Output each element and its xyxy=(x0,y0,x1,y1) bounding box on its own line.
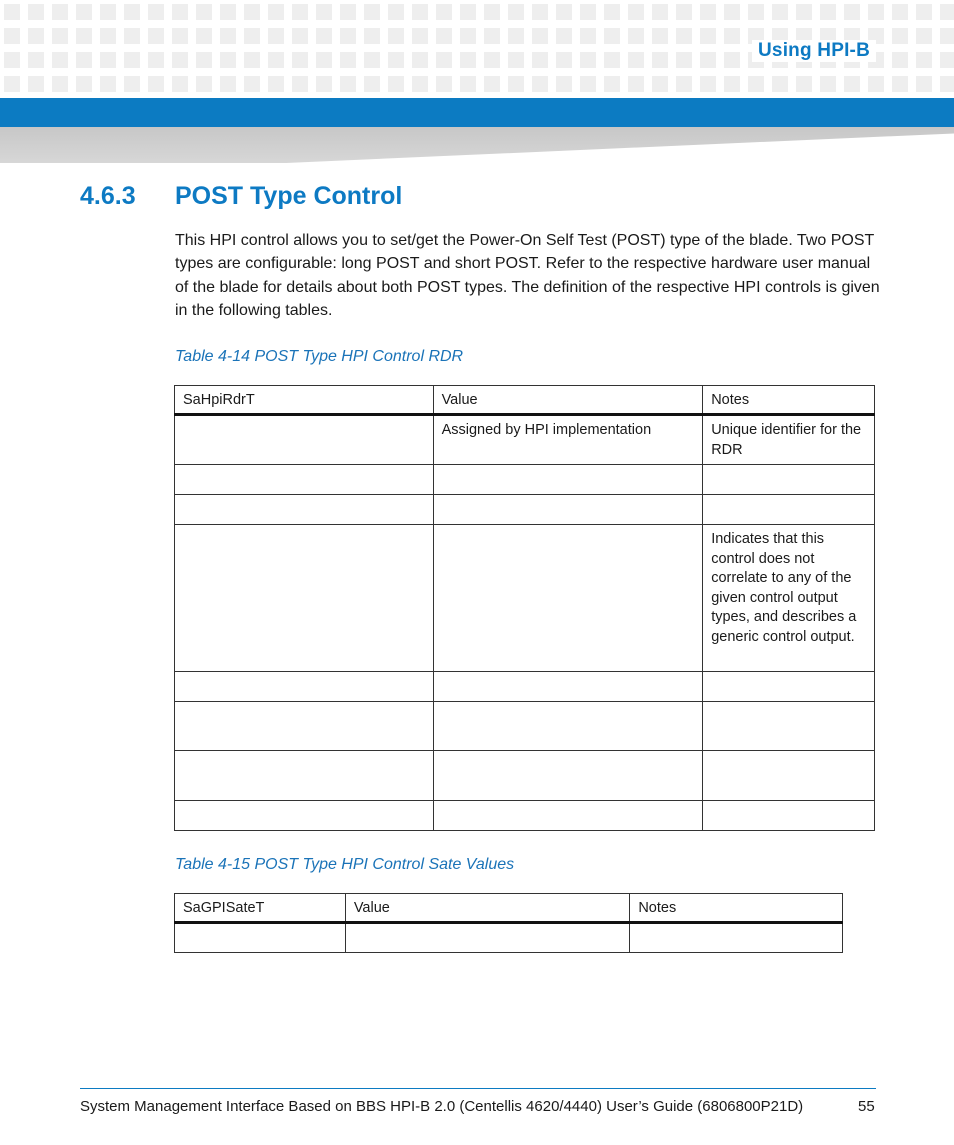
footer-text: System Management Interface Based on BBS HPI-B 2.0 (Centellis 4620/4440) User’s Guide (6806800P21D) xyxy=(80,1098,804,1115)
table-cell xyxy=(703,495,875,525)
table-cell xyxy=(175,923,346,953)
table-row xyxy=(175,702,875,751)
table-row xyxy=(175,751,875,801)
header-section-label: Using HPI-B xyxy=(758,40,870,61)
header-gray-wedge xyxy=(0,127,954,163)
column-header: SaHpiRdrT xyxy=(175,386,434,415)
table-cell xyxy=(433,465,703,495)
footer-rule xyxy=(80,1088,876,1089)
table2-caption: Table 4-15 POST Type HPI Control Sate Values xyxy=(175,856,515,873)
table-cell xyxy=(703,672,875,702)
table-cell xyxy=(433,672,703,702)
header-blue-band xyxy=(0,98,954,127)
table-cell: Indicates that this control does not correlate to any of the given control output types, and describes a generic control output. xyxy=(703,525,875,672)
table-row xyxy=(175,801,875,831)
table-cell xyxy=(703,465,875,495)
table-cell xyxy=(433,751,703,801)
table-cell xyxy=(703,801,875,831)
table-row xyxy=(175,495,875,525)
table-cell: Assigned by HPI implementation xyxy=(433,415,703,465)
section-paragraph: This HPI control allows you to set/get the Power-On Self Test (POST) type of the blade. Two POST types are configurable: long POST and short POST. Refer to the respective hardware user manual of the blade for details about both POST types. The definition of the respective HPI controls is given in the following tables. xyxy=(175,232,880,319)
column-header: Value xyxy=(433,386,703,415)
table-cell xyxy=(703,751,875,801)
table-cell xyxy=(175,672,434,702)
table-cell xyxy=(175,495,434,525)
table-cell xyxy=(175,751,434,801)
table-cell xyxy=(175,415,434,465)
table-cell xyxy=(433,525,703,672)
table-cell xyxy=(175,801,434,831)
table-cell xyxy=(630,923,843,953)
table1-caption: Table 4-14 POST Type HPI Control RDR xyxy=(175,348,464,365)
table-row xyxy=(175,465,875,495)
table-cell xyxy=(175,465,434,495)
table-cell xyxy=(175,525,434,672)
table-cell xyxy=(433,801,703,831)
column-header: Notes xyxy=(703,386,875,415)
table-cell xyxy=(345,923,629,953)
column-header: Value xyxy=(345,894,629,923)
table-cell xyxy=(433,495,703,525)
page-number: 55 xyxy=(858,1098,875,1115)
table-cell xyxy=(433,702,703,751)
column-header: SaGPISateT xyxy=(175,894,346,923)
table-header-row xyxy=(175,386,875,415)
table-row xyxy=(175,923,843,953)
section-number: 4.6.3 xyxy=(80,182,136,210)
header-section-label-wrap xyxy=(752,40,876,62)
table-row xyxy=(175,525,875,672)
post-type-state-table xyxy=(174,893,843,953)
post-type-rdr-table xyxy=(174,385,875,831)
table-cell xyxy=(175,702,434,751)
table-header-row xyxy=(175,894,843,923)
column-header: Notes xyxy=(630,894,843,923)
section-title: POST Type Control xyxy=(175,182,403,210)
table-row xyxy=(175,415,875,465)
section-heading xyxy=(80,182,402,211)
table-row xyxy=(175,672,875,702)
table-cell: Unique identifier for the RDR xyxy=(703,415,875,465)
table-cell xyxy=(703,702,875,751)
